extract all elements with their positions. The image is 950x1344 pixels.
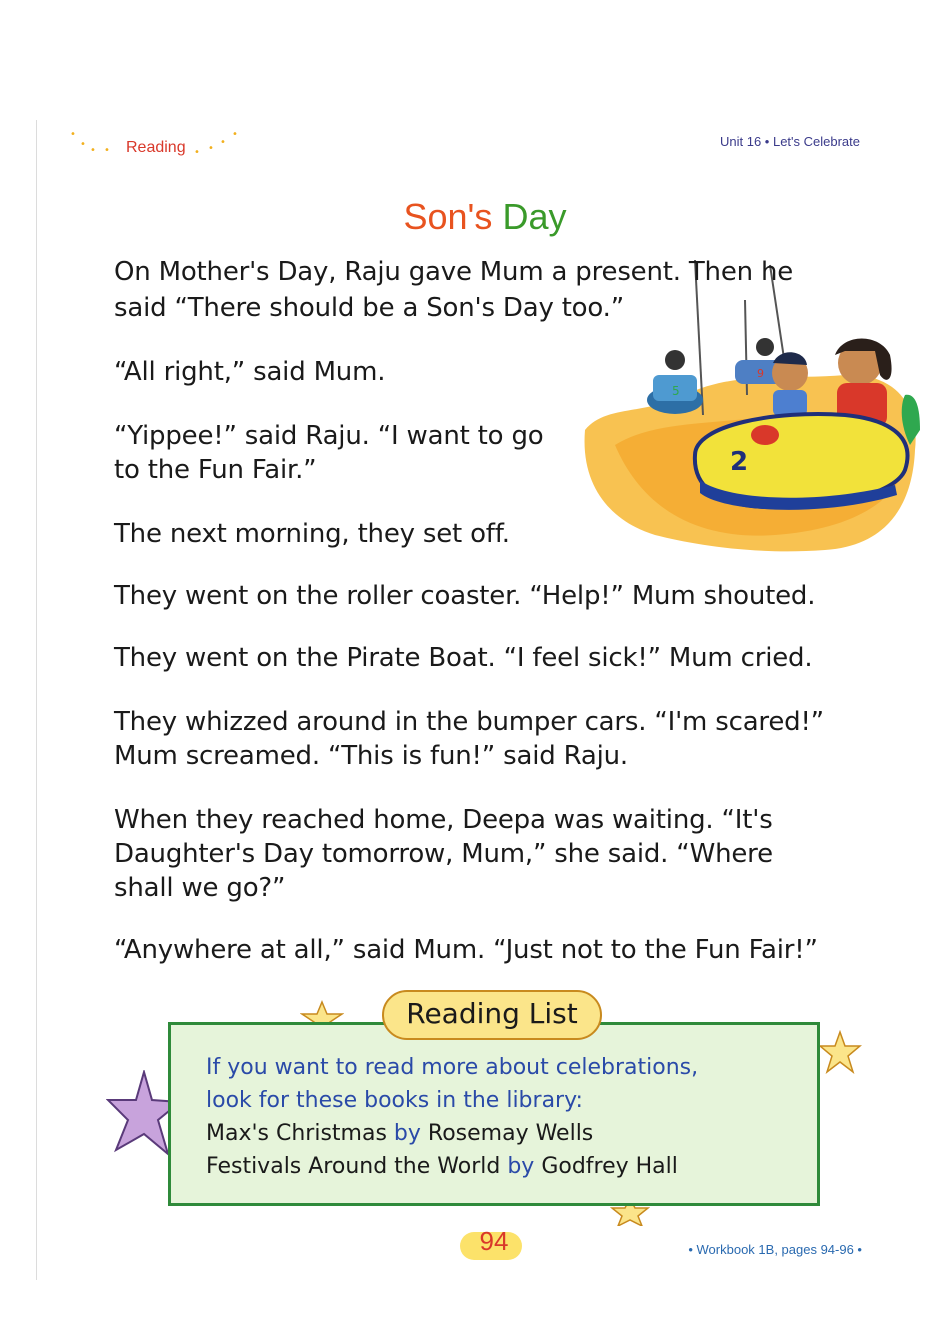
page-edge-line [36, 120, 37, 1280]
book-author: Rosemay Wells [427, 1121, 594, 1146]
car-number-2: 2 [730, 447, 749, 477]
story-line: They went on the roller coaster. “Help!” Mum shouted. [114, 581, 816, 611]
story-line: to the Fun Fair.” [114, 455, 317, 485]
reading-list-intro: look for these books in the library: [206, 1088, 583, 1113]
story-line: said “There should be a Son's Day too.” [114, 293, 624, 323]
story-line: Daughter's Day tomorrow, Mum,” she said. “Where [114, 839, 773, 869]
unit-label: Unit 16 • Let's Celebrate [720, 134, 860, 149]
story-line: On Mother's Day, Raju gave Mum a present. Then he [114, 257, 794, 287]
reading-list-heading: Reading List [382, 990, 602, 1040]
book-author: Godfrey Hall [541, 1154, 678, 1179]
story-line: They whizzed around in the bumper cars. “I'm scared!” [114, 707, 824, 737]
page-number: 94 [479, 1226, 509, 1256]
story-line: When they reached home, Deepa was waiting. “It's [114, 805, 773, 835]
story-line: The next morning, they set off. [114, 519, 510, 549]
story-line: shall we go?” [114, 873, 286, 903]
book-title: Festivals Around the World [206, 1154, 501, 1179]
title-word-1: Son's [403, 196, 493, 237]
book-by: by [507, 1154, 535, 1179]
car-number-9: 9 [757, 367, 764, 380]
story-line: “Yippee!” said Raju. “I want to go [114, 421, 544, 451]
book-title: Max's Christmas [206, 1121, 387, 1146]
book-entry [206, 1153, 678, 1181]
bumper-car-2 [695, 414, 908, 510]
story-title [0, 196, 950, 238]
bumper-cars-illustration [575, 255, 920, 555]
title-word-2: Day [502, 196, 567, 237]
reading-list-intro: If you want to read more about celebrations, [206, 1055, 699, 1080]
story-line: Mum screamed. “This is fun!” said Raju. [114, 741, 628, 771]
book-by: by [393, 1121, 421, 1146]
section-label: Reading [126, 139, 186, 156]
book-entry [206, 1120, 593, 1148]
star-icon [818, 1030, 862, 1074]
workbook-reference: • Workbook 1B, pages 94-96 • [688, 1242, 862, 1257]
story-line: They went on the Pirate Boat. “I feel sick!” Mum cried. [114, 643, 813, 673]
story-line: “All right,” said Mum. [114, 357, 386, 387]
story-line: “Anywhere at all,” said Mum. “Just not to the Fun Fair!” [114, 935, 818, 965]
car-number-5: 5 [672, 384, 680, 398]
bumper-car-5 [647, 350, 703, 414]
